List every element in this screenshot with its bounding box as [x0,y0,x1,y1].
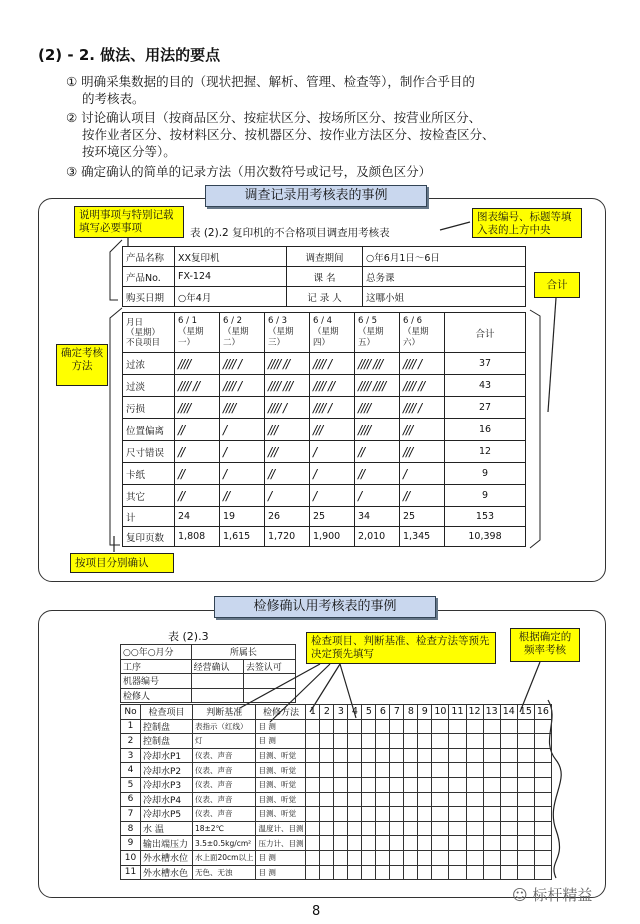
check-cell[interactable] [404,821,418,836]
tally-mark: //// /// [265,375,310,397]
tally-mark: //// / [220,353,265,375]
check-cell[interactable] [517,763,534,778]
check-cell[interactable] [306,807,320,822]
tally-mark: //// [355,419,400,441]
check-cell[interactable] [376,836,390,851]
check-cell[interactable] [517,821,534,836]
check-cell[interactable] [334,836,348,851]
day-number: 13 [483,705,500,720]
check-cell[interactable] [348,850,362,865]
check-cell[interactable] [348,807,362,822]
check-cell[interactable] [334,719,348,734]
check-cell[interactable] [404,836,418,851]
check-cell[interactable] [348,836,362,851]
point-2: ② 讨论确认项目（按商品区分、按症状区分、按场所区分、按营业所区分、 按作业者区分、按材料区分、按机器区分、按作业方法区分、按检查区分、 按环境区分等）。 [66,110,495,159]
check-cell[interactable] [534,836,551,851]
callout-frequency: 根据确定的频率考核 [510,628,580,662]
sum-label: 计 [123,507,175,527]
tally-mark: //// [175,397,220,419]
check-cell[interactable] [500,777,517,792]
check-cell[interactable] [466,734,483,749]
check-cell[interactable] [449,792,466,807]
check-cell[interactable] [466,807,483,822]
tally-mark: //// //// [355,375,400,397]
check-cell[interactable] [390,850,404,865]
check-cell[interactable] [376,821,390,836]
check-cell[interactable] [320,763,334,778]
check-cell[interactable] [404,777,418,792]
inspection-row: 2 控制盘 灯 目 测 [121,734,552,749]
day-number: 10 [432,705,449,720]
section2-banner: 检修确认用考核表的事例 [214,596,436,618]
check-cell[interactable] [418,807,432,822]
tally-mark: /// [265,419,310,441]
check-cell[interactable] [517,719,534,734]
check-cell[interactable] [517,865,534,880]
check-cell[interactable] [534,763,551,778]
tally-mark: /// [310,419,355,441]
check-cell[interactable] [404,850,418,865]
inspection-meta-table: ○○年○月分 所属长 工序 经营确认 去签认可 机器编号 检修人 [120,644,296,703]
check-cell[interactable] [404,719,418,734]
check-cell[interactable] [534,719,551,734]
callout-title-position: 图表编号、标题等填入表的上方中央 [472,208,582,238]
callout-preset-items: 检查项目、判断基准、检查方法等预先决定预先填写 [306,632,496,664]
check-cell[interactable] [376,777,390,792]
defect-row: 污损 //// //// //// / //// / //// //// / 27 [123,397,526,419]
check-cell[interactable] [306,748,320,763]
tally-mark: / [310,463,355,485]
tally-mark: //// [355,397,400,419]
check-cell[interactable] [500,763,517,778]
defect-row: 其它 // // / / / // 9 [123,485,526,507]
tally-mark: //// / [310,353,355,375]
check-cell[interactable] [449,850,466,865]
table2-title: 表 (2).3 [168,630,209,643]
check-cell[interactable] [534,748,551,763]
check-cell[interactable] [517,734,534,749]
tally-mark: // [400,485,445,507]
check-cell[interactable] [348,821,362,836]
callout-notes: 说明事项与特别记载填写必要事项 [74,206,184,238]
tally-mark: / [220,441,265,463]
check-cell[interactable] [432,792,449,807]
check-cell[interactable] [320,821,334,836]
check-cell[interactable] [483,807,500,822]
check-cell[interactable] [483,865,500,880]
check-cell[interactable] [390,748,404,763]
check-cell[interactable] [306,850,320,865]
inspection-row: 6 冷却水P4 仪表、声音 目测、听觉 [121,792,552,807]
check-cell[interactable] [348,719,362,734]
check-cell[interactable] [418,836,432,851]
check-cell[interactable] [517,748,534,763]
check-cell[interactable] [466,777,483,792]
check-cell[interactable] [334,850,348,865]
check-cell[interactable] [466,865,483,880]
check-cell[interactable] [348,792,362,807]
tally-mark: //// / [400,353,445,375]
check-cell[interactable] [483,821,500,836]
section1-banner: 调查记录用考核表的事例 [205,185,427,207]
check-cell[interactable] [500,734,517,749]
tally-mark: / [265,485,310,507]
check-cell[interactable] [306,865,320,880]
check-cell[interactable] [418,748,432,763]
day-number: 1 [306,705,320,720]
check-cell[interactable] [376,734,390,749]
day-number: 7 [390,705,404,720]
day-number: 8 [404,705,418,720]
inspection-table: No 检查项目 判断基准 检修方法 1 2 3 4 5 6 7 8 9 10 11 12 13 14 15 16 1 控制盘 表指示（红线） 目 测 2 控制盘 灯 目 测 3 冷却水P1 仪表、声音 目测、听觉 4 冷却水P2 仪表、声音 目测、听觉 5 冷却水P3 仪表、声音 目测、听觉 6 冷却水P4 仪表、声音 目测、听觉 7 冷却水P5 仪表、声音 目测、听觉 8 水 温 18±2℃ 温度计、目测 9 输出端压力 3.5±0.5kg/cm² 压力计、目测 10 外水槽水位 水上面20cm以上 目 测 11 外水槽水色 无色、无浊 目 测 [120,704,552,880]
check-cell[interactable] [390,821,404,836]
day-number: 15 [517,705,534,720]
day-number: 6 [376,705,390,720]
check-cell[interactable] [320,734,334,749]
inspection-row: 7 冷却水P5 仪表、声音 目测、听觉 [121,807,552,822]
tally-mark: //// // [310,375,355,397]
check-cell[interactable] [390,807,404,822]
check-cell[interactable] [404,865,418,880]
check-cell[interactable] [334,865,348,880]
check-cell[interactable] [362,821,376,836]
day-number: 4 [348,705,362,720]
page-number: 8 [312,904,321,919]
inspection-row: 8 水 温 18±2℃ 温度计、目测 [121,821,552,836]
check-cell[interactable] [517,836,534,851]
tally-mark: / [220,463,265,485]
check-cell[interactable] [418,734,432,749]
check-cell[interactable] [466,850,483,865]
check-cell[interactable] [483,719,500,734]
check-cell[interactable] [320,807,334,822]
defect-row: 过淡 //// // //// / //// /// //// // //// //// //// // 43 [123,375,526,397]
defect-row: 位置偏离 // / /// /// //// /// 16 [123,419,526,441]
check-cell[interactable] [466,763,483,778]
tally-mark: //// // [175,375,220,397]
check-cell[interactable] [320,850,334,865]
tally-mark: // [265,463,310,485]
check-cell[interactable] [334,807,348,822]
tally-mark: // [175,441,220,463]
check-cell[interactable] [432,821,449,836]
check-cell[interactable] [466,719,483,734]
check-cell[interactable] [376,748,390,763]
check-cell[interactable] [534,807,551,822]
tally-mark: // [220,485,265,507]
wechat-icon: ☺ [512,886,528,904]
tally-mark: // [355,441,400,463]
tally-mark: / [310,485,355,507]
tally-mark: // [175,419,220,441]
tally-mark: //// / [220,375,265,397]
check-cell[interactable] [404,792,418,807]
check-cell[interactable] [432,763,449,778]
defect-row: 尺寸错误 // / /// / // /// 12 [123,441,526,463]
check-cell[interactable] [466,792,483,807]
inspection-row: 9 输出端压力 3.5±0.5kg/cm² 压力计、目测 [121,836,552,851]
check-cell[interactable] [418,719,432,734]
inspection-row: 11 外水槽水色 无色、无浊 目 测 [121,865,552,880]
check-cell[interactable] [376,792,390,807]
check-cell[interactable] [348,865,362,880]
check-cell[interactable] [334,777,348,792]
check-cell[interactable] [432,807,449,822]
check-cell[interactable] [334,748,348,763]
check-cell[interactable] [362,719,376,734]
tally-mark: //// // [265,353,310,375]
day-number: 11 [449,705,466,720]
pages-label: 复印页数 [123,527,175,547]
check-cell[interactable] [348,734,362,749]
check-cell[interactable] [432,865,449,880]
check-cell[interactable] [483,792,500,807]
tally-mark: /// [400,419,445,441]
check-cell[interactable] [449,777,466,792]
day-number: 2 [320,705,334,720]
defect-row: 卡纸 // / // / // / 9 [123,463,526,485]
check-cell[interactable] [390,763,404,778]
check-cell[interactable] [306,777,320,792]
info-table: 产品名称 XX复印机 调查期间 ○年6月1日～6日 产品No. FX-124 课 名 总务课 购买日期 ○年4月 记 录 人 这哪小姐 [122,246,526,307]
check-cell[interactable] [362,836,376,851]
check-cell[interactable] [432,748,449,763]
check-cell[interactable] [466,821,483,836]
check-cell[interactable] [466,748,483,763]
tally-mark: / [355,485,400,507]
check-cell[interactable] [449,821,466,836]
check-cell[interactable] [390,734,404,749]
day-header: 6 / 3 （星期三） [265,313,310,353]
day-header: 6 / 1 （星期一） [175,313,220,353]
check-cell[interactable] [432,734,449,749]
defect-row: 过浓 //// //// / //// // //// / //// /// //// / 37 [123,353,526,375]
check-cell[interactable] [348,777,362,792]
check-cell[interactable] [449,719,466,734]
check-cell[interactable] [418,821,432,836]
check-cell[interactable] [320,719,334,734]
day-number: 9 [418,705,432,720]
check-cell[interactable] [390,836,404,851]
check-cell[interactable] [306,763,320,778]
check-cell[interactable] [334,821,348,836]
check-cell[interactable] [362,763,376,778]
check-cell[interactable] [390,719,404,734]
check-cell[interactable] [418,763,432,778]
check-cell[interactable] [483,850,500,865]
check-cell[interactable] [362,865,376,880]
inspection-row: 5 冷却水P3 仪表、声音 目测、听觉 [121,777,552,792]
check-cell[interactable] [534,850,551,865]
day-header: 6 / 5 （星期五） [355,313,400,353]
check-cell[interactable] [483,777,500,792]
check-cell[interactable] [306,792,320,807]
check-cell[interactable] [376,719,390,734]
check-cell[interactable] [306,836,320,851]
check-cell[interactable] [306,719,320,734]
tally-mark: /// [265,441,310,463]
check-cell[interactable] [334,792,348,807]
day-number: 12 [466,705,483,720]
check-cell[interactable] [449,807,466,822]
check-cell[interactable] [362,807,376,822]
day-number: 3 [334,705,348,720]
check-cell[interactable] [362,748,376,763]
section-heading: (2) - 2. 做法、用法的要点 [38,46,221,64]
inspection-row: 3 冷却水P1 仪表、声音 目测、听觉 [121,748,552,763]
total-header: 合计 [445,313,526,353]
tally-mark: //// [220,397,265,419]
check-cell[interactable] [500,807,517,822]
day-number: 5 [362,705,376,720]
tally-mark: / [400,463,445,485]
check-cell[interactable] [348,763,362,778]
day-number: 16 [534,705,551,720]
check-cell[interactable] [449,748,466,763]
check-cell[interactable] [500,836,517,851]
check-cell[interactable] [320,836,334,851]
check-cell[interactable] [418,792,432,807]
tally-mark: / [220,419,265,441]
check-cell[interactable] [534,734,551,749]
check-cell[interactable] [449,836,466,851]
tally-mark: //// / [265,397,310,419]
check-cell[interactable] [432,850,449,865]
check-cell[interactable] [404,734,418,749]
tally-mark: //// / [400,397,445,419]
tally-mark: //// / [310,397,355,419]
check-cell[interactable] [404,807,418,822]
check-cell[interactable] [362,777,376,792]
inspection-row: 4 冷却水P2 仪表、声音 目测、听觉 [121,763,552,778]
callout-by-item: 按项目分别确认 [70,553,174,573]
check-cell[interactable] [376,865,390,880]
tally-mark: //// /// [355,353,400,375]
check-cell[interactable] [449,763,466,778]
check-cell[interactable] [390,865,404,880]
check-cell[interactable] [376,850,390,865]
check-cell[interactable] [418,777,432,792]
check-cell[interactable] [390,777,404,792]
day-header: 6 / 4 （星期四） [310,313,355,353]
check-cell[interactable] [404,763,418,778]
tally-mark: // [175,463,220,485]
day-header: 6 / 6 （星期六） [400,313,445,353]
check-cell[interactable] [500,821,517,836]
check-cell[interactable] [466,836,483,851]
check-cell[interactable] [320,865,334,880]
check-cell[interactable] [320,748,334,763]
check-cell[interactable] [348,748,362,763]
check-cell[interactable] [432,719,449,734]
day-number: 14 [500,705,517,720]
day-header: 6 / 2 （星期二） [220,313,265,353]
check-cell[interactable] [534,792,551,807]
check-cell[interactable] [390,792,404,807]
table1-title: 表 (2).2 复印机的不合格项目调查用考核表 [190,227,390,239]
tally-mark: //// [175,353,220,375]
check-cell[interactable] [517,850,534,865]
defect-table: 月日 （星期） 不良项目 6 / 1 （星期一） 6 / 2 （星期二） 6 / 3 （星期三） 6 / 4 （星期四） 6 / 5 （星期五） 6 / 6 （星期六） 合计 过浓 //// //// / //// // //// / //// /// //// / 37 过淡 //// // //// / //// /// //// // //// //// //// // 43 污损 //// //// //// / //// / //// //// / 27 位置偏离 // / /// /// //// /// 16 尺寸错误 // / /// / // /// 12 卡纸 // / // / // / 9 其它 // // / / / // 9 计 24 19 26 25 34 25 153 复印页数 1,808 1,615 1,720 1,900 2,010 1,345 10,398 [122,312,526,547]
tally-mark: // [355,463,400,485]
inspection-row: 10 外水槽水位 水上面20cm以上 目 测 [121,850,552,865]
check-cell[interactable] [418,850,432,865]
watermark: ☺ 标杆精益 [512,886,593,904]
check-cell[interactable] [334,734,348,749]
callout-method: 确定考核方法 [56,344,108,386]
check-cell[interactable] [362,792,376,807]
check-cell[interactable] [483,836,500,851]
check-cell[interactable] [362,734,376,749]
tally-mark: /// [400,441,445,463]
check-cell[interactable] [517,792,534,807]
check-cell[interactable] [432,836,449,851]
check-cell[interactable] [534,777,551,792]
point-3: ③ 确定确认的简单的记录方法（用次数符号或记号，及颜色区分） [66,164,432,179]
check-cell[interactable] [500,865,517,880]
check-cell[interactable] [500,748,517,763]
check-cell[interactable] [500,850,517,865]
check-cell[interactable] [500,792,517,807]
check-cell[interactable] [449,734,466,749]
check-cell[interactable] [483,763,500,778]
check-cell[interactable] [306,734,320,749]
check-cell[interactable] [320,777,334,792]
check-cell[interactable] [432,777,449,792]
check-cell[interactable] [483,734,500,749]
check-cell[interactable] [517,807,534,822]
point-1: ① 明确采集数据的目的（现状把握、解析、管理、检查等），制作合乎目的 的考核表。 [66,74,475,106]
tally-mark: / [310,441,355,463]
check-cell[interactable] [517,777,534,792]
check-cell[interactable] [376,763,390,778]
check-cell[interactable] [534,821,551,836]
tally-mark: //// // [400,375,445,397]
check-cell[interactable] [320,792,334,807]
inspection-row: 1 控制盘 表指示（红线） 目 测 [121,719,552,734]
check-cell[interactable] [483,748,500,763]
check-cell[interactable] [362,850,376,865]
check-cell[interactable] [534,865,551,880]
check-cell[interactable] [449,865,466,880]
callout-total: 合计 [534,272,580,298]
check-cell[interactable] [376,807,390,822]
check-cell[interactable] [500,719,517,734]
check-cell[interactable] [418,865,432,880]
check-cell[interactable] [306,821,320,836]
check-cell[interactable] [404,748,418,763]
check-cell[interactable] [334,763,348,778]
tally-mark: // [175,485,220,507]
